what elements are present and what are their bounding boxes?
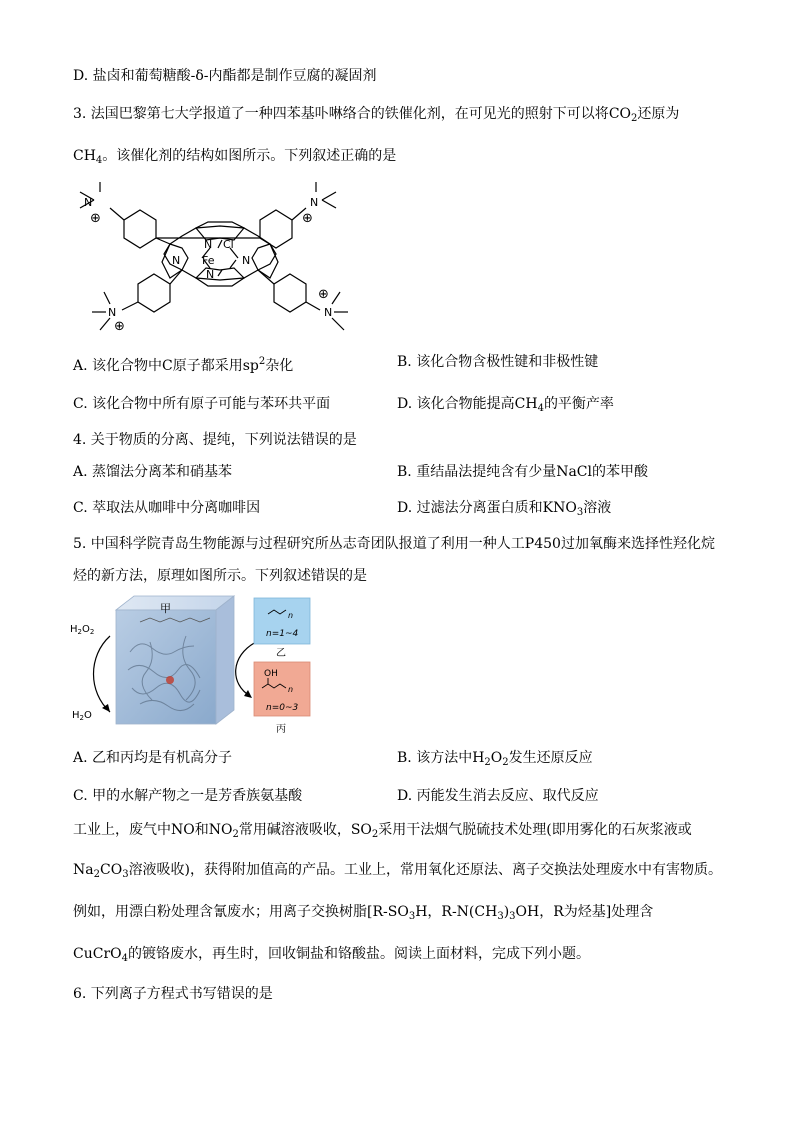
label-h2o2: $H_2O_2$ (70, 624, 95, 636)
q4-stem: 4. 关于物质的分离、提纯，下列说法错误的是 (73, 432, 357, 448)
label-jia: 甲 (160, 602, 171, 615)
q4-option-c: C. 萃取法从咖啡中分离咖啡因 (73, 500, 261, 516)
q4-option-b: B. 重结晶法提纯含有少量NaCl的苯甲酸 (397, 464, 648, 480)
q5-stem-line2: 烃的新方法，原理如图所示。下列叙述错误的是 (73, 568, 367, 584)
bing-n: n (288, 685, 294, 694)
label-yi: 乙 (276, 648, 286, 659)
q3-stem-line1: 3. 法国巴黎第七大学报道了一种四苯基卟啉络合的铁催化剂，在可见光的照射下可以将$CO_2$还原为 (73, 106, 680, 124)
bing-oh: OH (264, 669, 278, 679)
fe-label: Fe (202, 254, 215, 267)
material-line3: 例如，用漂白粉处理含氰废水；用离子交换树脂[$R-SO_3H$，$R-N(CH_3)_3OH$，R为烃基]处理含 (73, 904, 654, 922)
n-label-ur: N (310, 196, 319, 209)
material-line1: 工业上，废气中NO和$NO_2$常用碱溶液吸收，$SO_2$采用干法烟气脱硫技术处理(即用雾化的石灰浆液或 (73, 822, 692, 840)
n-label-top: N (204, 238, 213, 251)
material-line2: $Na_2CO_3$溶液吸收)，获得附加值高的产品。工业上，常用氧化还原法、离子交换法处理废水中有害物质。 (73, 862, 723, 880)
q5-option-a: A. 乙和丙均是有机高分子 (73, 750, 233, 766)
yi-range: n=1~4 (266, 629, 299, 639)
q4-option-a: A. 蒸馏法分离苯和硝基苯 (73, 464, 233, 480)
plus-label-lr: ⊕ (318, 287, 329, 302)
q5-option-d: D. 丙能发生消去反应、取代反应 (397, 788, 599, 804)
q3-option-a: A. 该化合物中C原子都采用$sp^2$杂化 (73, 356, 294, 374)
plus-label-ll: ⊕ (114, 319, 125, 334)
material-line4: CuCrO$_4$的镀铬废水，再生时，回收铜盐和铬酸盐。阅读上面材料，完成下列小题。 (73, 946, 590, 964)
n-label-lr: N (324, 306, 333, 319)
q5-enzyme-figure (70, 592, 330, 738)
n-label-ll: N (108, 306, 117, 319)
q3-porphyrin-structure-figure (70, 178, 360, 338)
q5-stem-line1: 5. 中国科学院青岛生物能源与过程研究所丛志奇团队报道了利用一种人工P450过加氧酶来选择性羟化烷 (73, 536, 715, 552)
n-label-ul: N (84, 196, 93, 209)
plus-label-ur: ⊕ (302, 211, 313, 226)
n-label-left: N (172, 254, 181, 267)
label-bing: 丙 (276, 724, 286, 735)
q3-option-c: C. 该化合物中所有原子可能与苯环共平面 (73, 396, 331, 412)
n-label-right: N (242, 254, 251, 267)
q3-option-b: B. 该化合物含极性键和非极性键 (397, 354, 599, 370)
q5-option-b: B. 该方法中$H_2O_2$发生还原反应 (397, 750, 593, 768)
plus-label-ul: ⊕ (90, 211, 101, 226)
q2-option-d: D. 盐卤和葡萄糖酸-δ-内酯都是制作豆腐的凝固剂 (73, 68, 377, 84)
q4-option-d: D. 过滤法分离蛋白质和$KNO_3$溶液 (397, 500, 612, 518)
q5-option-c: C. 甲的水解产物之一是芳香族氨基酸 (73, 788, 303, 804)
q3-option-d: D. 该化合物能提高$CH_4$的平衡产率 (397, 396, 614, 414)
yi-n: n (288, 611, 294, 620)
cl-label: Cl (223, 238, 234, 251)
n-label-bottom: N (206, 268, 215, 281)
q3-stem-line2: $CH_4$。该催化剂的结构如图所示。下列叙述正确的是 (73, 148, 397, 166)
label-h2o: $H_2O$ (72, 710, 92, 722)
bing-range: n=0~3 (266, 703, 299, 713)
q6-stem: 6. 下列离子方程式书写错误的是 (73, 986, 273, 1002)
